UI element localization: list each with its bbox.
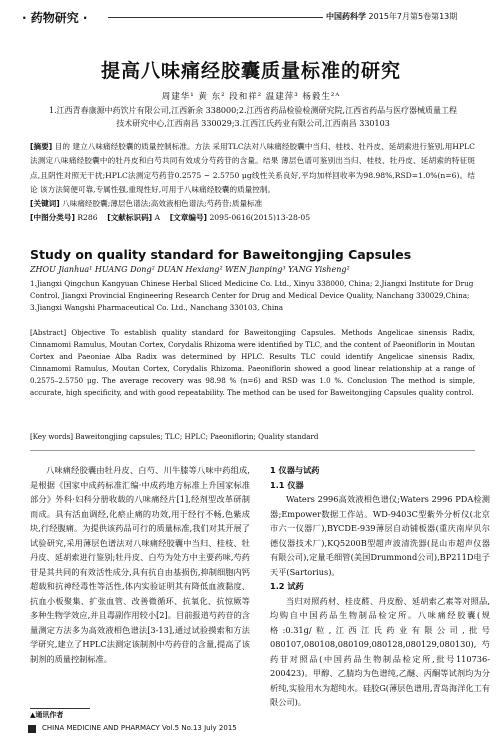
abstract-cn-label: [摘要] bbox=[30, 142, 53, 151]
page-footer: CHINA MEDICINE AND PHARMACY Vol.5 No.13 July 2015 bbox=[42, 724, 237, 732]
section-label: · 药物研究 · bbox=[22, 11, 88, 25]
intro-paragraph: 八味痛经胶囊由牡丹皮、白芍、川牛膝等八味中药组成,是根据《国家中成药标准汇编·中成药地方标准上升国家标准部分》外科·妇科分册收载的八味痛经片[1],经剂型改革研制而成。具有活血调经,化瘀止痛的功效,用于经行不畅,色紫成块,行经腹痛。为提供该药品可行的质量标准,我们对其开展了试验研究,采用薄层色谱法对八味痛经胶囊中当归、桂枝、牡丹皮、延胡索进行鉴别;牡丹皮、白芍为处方中主要药味,芍药苷是其共同的有效活性成分,具有抗自由基损伤,抑制细胞内钙超载和抗神经毒性等活性,体内实验证明其有降低血液黏度、抗血小板聚集、扩张血管、改善微循环、抗氧化、抗惊厥等多种生物学效应,并且毒副作用较小[2]。目前报道芍药苷的含量测定方法多为高效液相色谱法[3-13],通过试验摸索和方法学研究,建立了HPLC法测定该制剂中芍药苷的含量,提高了该制剂的质量控制标准。 bbox=[30, 465, 250, 664]
article-no: 2095-0616(2015)13-28-05 bbox=[209, 213, 311, 223]
abstract-cn bbox=[30, 140, 475, 226]
english-authors: ZHOU Jianhua¹ HUANG Dong² DUAN Hexiang² WEN Jianping³ YANG Yisheng² bbox=[30, 265, 350, 274]
footnote: ▲通讯作者 bbox=[30, 711, 64, 719]
reagents-paragraph: 当归对照药材、桂皮醛、丹皮酚、延胡索乙素等对照品,均购自中国药品生物制品检定所。八味痛经胶囊(规格:0.31g/粒,江西江氏药业有限公司,批号080107,080108,080109,080128,080129,080130),芍药苷对照品(中国药品生物制品检定所,批号110736-200423)。甲醇、乙腈均为色谱纯,乙醚、丙酮等试剂均为分析纯,实验用水为超纯水。硅胶G(薄层色谱用,青岛海洋化工有限公司)。 bbox=[270, 595, 490, 707]
english-title: Study on quality standard for Baweitongjing Capsules bbox=[30, 247, 412, 262]
footer-marker bbox=[28, 725, 36, 733]
english-affiliation: 1.Jiangxi Qingchun Kangyuan Chinese Herbal Sliced Medicine Co. Ltd., Xinyu 338000, China; 2.Jiangxi Institute for Drug Control, Jiangxi Provincial Engineering Research Center for Drug and Medical Device Quality, Nanchang 330029,China; 3.Jiangxi Wangshi Pharmaceutical Co. Ltd., Nanchang 330103, China bbox=[30, 279, 474, 312]
heading-instruments: 1.1 仪器 bbox=[270, 479, 304, 490]
doc-code: A bbox=[154, 213, 161, 223]
doc-label: [文献标识码] bbox=[107, 213, 153, 223]
journal-issue bbox=[326, 11, 457, 22]
heading-materials: 1 仪器与试药 bbox=[270, 465, 320, 475]
body-right-column bbox=[270, 463, 490, 710]
keywords-cn-label: [关键词] bbox=[30, 199, 60, 209]
affiliation-cn: 1.江西青春康源中药饮片有限公司,江西新余 338000;2.江西省药品检验检测研究院,江西省药品与医疗器械质量工程技术研究中心,江西南昌 330029;3.江西江氏药业有限公司,江西南昌 330103 bbox=[48, 106, 458, 128]
section-divider bbox=[30, 450, 475, 451]
keywords-cn: 八味痛经胶囊;薄层色谱法;高效液相色谱法;芍药苷;质量标准 bbox=[62, 199, 263, 209]
header-rule bbox=[108, 17, 323, 18]
authors-cn: 周建华¹ 黄 东² 段和祥² 温建萍³ 杨毅生²ᴬ bbox=[161, 92, 341, 102]
heading-reagents: 1.2 试药 bbox=[270, 581, 304, 591]
journal-name: 中国药科学 bbox=[326, 12, 366, 21]
body-left-column bbox=[30, 463, 250, 666]
paper-title: 提高八味痛经胶囊质量标准的研究 bbox=[100, 60, 401, 82]
article-label: [文章编号] bbox=[169, 213, 208, 223]
footnote-rule bbox=[30, 708, 90, 709]
class-label: [中图分类号] bbox=[30, 213, 75, 223]
instruments-paragraph: Waters 2996高效液相色谱仪;Waters 2996 PDA检测器;Empower数据工作站。WD-9403C型紫外分析仪(北京市六一仪器厂),BYCDE-939薄层自动铺板器(重庆南岸贝尔德仪器技术厂),KQ5200B型超声波清洗器(昆山市超声仪器有限公司),定量毛细管(美国Drummond公司),BP211D电子天平(Sartorius)。 bbox=[270, 494, 490, 577]
issue-info: 2015年7月第5卷第13期 bbox=[368, 12, 458, 21]
english-keywords: [Key words] Baweitongjing capsules; TLC; HPLC; Paeoniflorin; Quality standard bbox=[30, 432, 319, 441]
class-no: R286 bbox=[77, 213, 98, 223]
abstract-cn-text: 目的 建立八味痛经胶囊的质量控制标准。方法 采用TLC法对八味痛经胶囊中当归、桂枝、牡丹皮、延胡索进行鉴别,用HPLC法测定八味痛经胶囊中的牡丹皮和白芍共同有效成分芍药苷的含量。结果 薄层色谱可鉴别出当归、桂枝、牡丹皮、延胡索的特征斑点,且阴性对照无干扰;HPLC法测定芍药苷0.2575 ~ 2.5750 μg线性关系良好,平均加样回收率为98.98%,RSD=1.0%(n=6)。结论 该方法简便可靠,专属性强,重现性好,可用于八味痛经胶囊的质量控制。 bbox=[30, 142, 475, 194]
english-abstract: [Abstract] Objective To establish quality standard for Baweitongjing Capsules. Methods Angelicae sinensis Radix, Cinnamomi Ramulus, Moutan Cortex, Corydalis Rhizoma were identified by TLC, and the content of Paeoniflorin in Moutan Cortex and Paeoniae Alba Radix was determined by HPLC. Results TLC could identify Angelicae sinensis Radix, Cinnamomi Ramulus, Moutan Cortex, Corydalis Rhizoma. Paeoniflorin showed a good linear relationship at a range of 0.2575–2.5750 μg. The average recovery was 98.98 % (n=6) and RSD was 1.0 %. Conclusion The method is simple, accurate, high specificity, and with good repeatability. The method can be used for Baweitongjing Capsules quality control. bbox=[30, 328, 475, 398]
